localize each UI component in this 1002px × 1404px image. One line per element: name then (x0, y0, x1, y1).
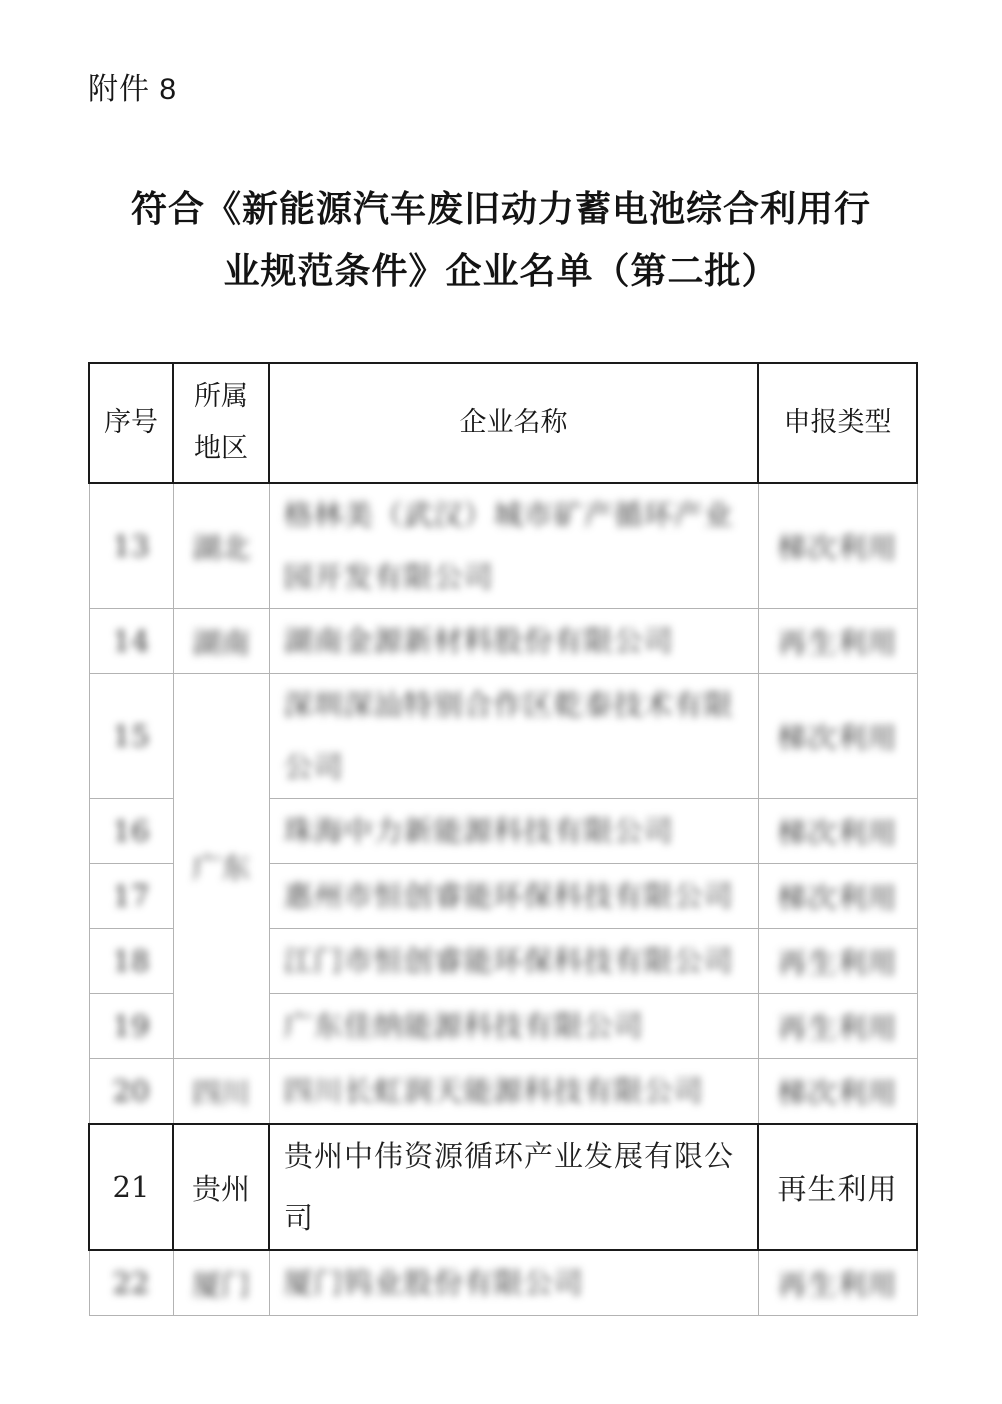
region-cell (173, 1059, 269, 1125)
header-type (758, 363, 917, 483)
companies-table (88, 362, 918, 1316)
declaration-type-cell-text: 梯次利用 (777, 720, 898, 755)
company-name-cell-text: 贵州中伟资源循环产业发展有限公司 (284, 1139, 735, 1235)
company-name-cell-text: 湖南金源新材料股份有限公司 (283, 624, 674, 658)
company-name-cell-text: 厦门钨业股份有限公司 (283, 1266, 584, 1300)
region-cell-text: 贵州 (191, 1171, 250, 1206)
region-cell-text: 湖南 (191, 625, 250, 660)
declaration-type-cell-text: 梯次利用 (777, 815, 898, 850)
row-index-cell (89, 1059, 173, 1125)
declaration-type-cell-text: 再生利用 (777, 625, 898, 660)
declaration-type-cell (758, 929, 917, 994)
row-index-cell-text: 17 (112, 879, 150, 913)
declaration-type-cell (758, 483, 917, 609)
row-index-cell (89, 483, 173, 609)
company-name-cell (269, 929, 758, 994)
table-body (89, 483, 917, 1316)
company-name-cell (269, 799, 758, 864)
document-title-line-1: 符合《新能源汽车废旧动力蓄电池综合利用行 (130, 188, 871, 229)
document-title (0, 178, 1002, 302)
attachment-label: 附件 8 (88, 73, 178, 106)
company-name-cell-text: 深圳深汕特别合作区乾泰技术有限公司 (283, 688, 734, 784)
declaration-type-cell (758, 994, 917, 1059)
table-row (89, 483, 917, 609)
header-company-text: 企业名称 (459, 407, 568, 438)
declaration-type-cell-text: 再生利用 (777, 1267, 898, 1302)
company-name-cell (269, 1250, 758, 1316)
header-company (269, 363, 758, 483)
row-index-cell (89, 609, 173, 674)
row-index-cell-text: 19 (112, 1009, 150, 1043)
company-name-cell (269, 864, 758, 929)
region-cell (173, 1250, 269, 1316)
region-cell-text: 四川 (191, 1075, 250, 1110)
declaration-type-cell-text: 梯次利用 (777, 1075, 898, 1110)
row-index-cell (89, 994, 173, 1059)
row-index-cell-text: 14 (112, 624, 150, 658)
declaration-type-cell-text: 梯次利用 (777, 880, 898, 915)
row-index-cell-text: 13 (112, 529, 150, 563)
region-cell-text: 广东 (191, 850, 250, 885)
declaration-type-cell (758, 1124, 917, 1250)
row-index-cell (89, 864, 173, 929)
company-name-cell-text: 广东佳纳能源科技有限公司 (283, 1009, 644, 1043)
region-cell (173, 609, 269, 674)
row-index-cell-text: 21 (112, 1170, 150, 1204)
row-index-cell-text: 16 (112, 814, 150, 848)
region-cell-text: 厦门 (191, 1267, 250, 1302)
row-index-cell-text: 22 (112, 1266, 150, 1300)
company-name-cell (269, 674, 758, 799)
header-region (173, 363, 269, 483)
declaration-type-cell-text: 再生利用 (777, 1171, 898, 1206)
header-region-line-1: 所属 (194, 381, 248, 412)
declaration-type-cell (758, 674, 917, 799)
declaration-type-cell (758, 864, 917, 929)
company-name-cell-text: 惠州市恒创睿能环保科技有限公司 (283, 879, 734, 913)
declaration-type-cell-text: 再生利用 (777, 1010, 898, 1045)
table-row (89, 1250, 917, 1316)
company-name-cell (269, 1059, 758, 1125)
row-index-cell (89, 1250, 173, 1316)
declaration-type-cell-text: 梯次利用 (777, 530, 898, 565)
declaration-type-cell (758, 609, 917, 674)
row-index-cell (89, 799, 173, 864)
region-cell-text: 湖北 (191, 530, 250, 565)
table-row (89, 1059, 917, 1125)
company-name-cell (269, 994, 758, 1059)
row-index-cell (89, 674, 173, 799)
declaration-type-cell (758, 799, 917, 864)
table-row (89, 609, 917, 674)
header-row (89, 363, 917, 483)
row-index-cell-text: 20 (112, 1074, 150, 1108)
company-name-cell (269, 1124, 758, 1250)
table-row (89, 1124, 917, 1250)
region-cell (173, 483, 269, 609)
row-index-cell (89, 1124, 173, 1250)
row-index-cell-text: 15 (112, 719, 150, 753)
header-index (89, 363, 173, 483)
row-index-cell-text: 18 (112, 944, 150, 978)
declaration-type-cell (758, 1059, 917, 1125)
header-index-text: 序号 (104, 407, 158, 438)
company-name-cell-text: 格林美（武汉）城市矿产循环产业园开发有限公司 (283, 498, 734, 594)
region-cell (173, 674, 269, 1059)
company-name-cell-text: 珠海中力新能源科技有限公司 (283, 814, 674, 848)
company-name-cell-text: 四川长虹润天能源科技有限公司 (283, 1074, 704, 1108)
company-name-cell (269, 483, 758, 609)
table-row (89, 674, 917, 799)
company-name-cell-text: 江门市恒创睿能环保科技有限公司 (283, 944, 734, 978)
declaration-type-cell (758, 1250, 917, 1316)
document-title-line-2: 业规范条件》企业名单（第二批） (223, 250, 779, 291)
company-name-cell (269, 609, 758, 674)
header-type-text: 申报类型 (783, 407, 892, 438)
declaration-type-cell-text: 再生利用 (777, 945, 898, 980)
row-index-cell (89, 929, 173, 994)
region-cell (173, 1124, 269, 1250)
table-header (89, 363, 917, 483)
header-region-line-2: 地区 (194, 433, 248, 464)
